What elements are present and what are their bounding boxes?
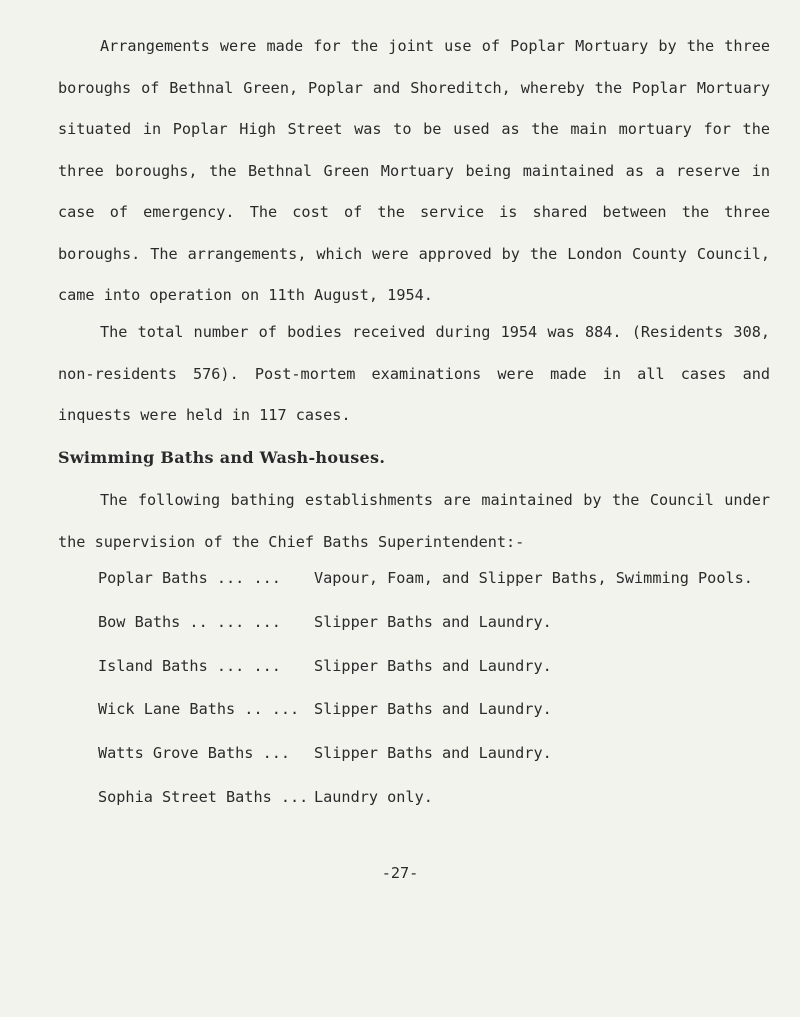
bath-facilities: Slipper Baths and Laundry. — [314, 744, 552, 763]
bath-facilities: Slipper Baths and Laundry. — [314, 700, 552, 719]
baths-list — [98, 566, 778, 829]
section-heading: Swimming Baths and Wash-houses. — [58, 448, 386, 467]
mortuary-arrangements-paragraph: Arrangements were made for the joint use of Poplar Mortuary by the three boroughs of Bethnal Green, Poplar and Shoreditch, whereby the Poplar Mortuary situated in Poplar High Street was to be used as the main mortuary for the three boroughs, the Bethnal Green Mortuary being maintained as a reserve in case of emergency. The cost of the service is shared between the three boroughs. The arrangements, which were approved by the London County Council, came into operation on 11th August, 1954. — [58, 37, 770, 304]
bath-name: Poplar Baths ... ... — [98, 569, 281, 587]
bath-name: Island Baths ... ... — [98, 656, 281, 675]
list-item — [98, 610, 778, 654]
bath-name: Bow Baths .. ... ... — [98, 612, 281, 631]
list-item — [98, 741, 778, 785]
list-item — [98, 697, 778, 741]
bath-facilities: Slipper Baths and Laundry. — [314, 612, 552, 631]
bodies-received-paragraph: The total number of bodies received during 1954 was 884. (Residents 308, non-residents 576). Post-mortem examinations were made in all cases and inquests were held in 117 cases. — [58, 323, 770, 424]
list-item — [98, 566, 778, 610]
bath-name: Sophia Street Baths ... — [98, 787, 309, 806]
bath-facilities: Slipper Baths and Laundry. — [314, 656, 552, 675]
list-item — [98, 785, 778, 829]
bath-facilities: Laundry only. — [314, 787, 433, 806]
bath-name: Watts Grove Baths ... — [98, 744, 291, 763]
list-item — [98, 654, 778, 698]
bath-facilities: Vapour, Foam, and Slipper Baths, Swimming Pools. — [314, 569, 753, 587]
page-number: -27- — [381, 864, 419, 882]
bath-name: Wick Lane Baths .. ... — [98, 700, 300, 719]
baths-intro-paragraph: The following bathing establishments are maintained by the Council under the supervision of the Chief Baths Superintendent:- — [58, 491, 770, 551]
